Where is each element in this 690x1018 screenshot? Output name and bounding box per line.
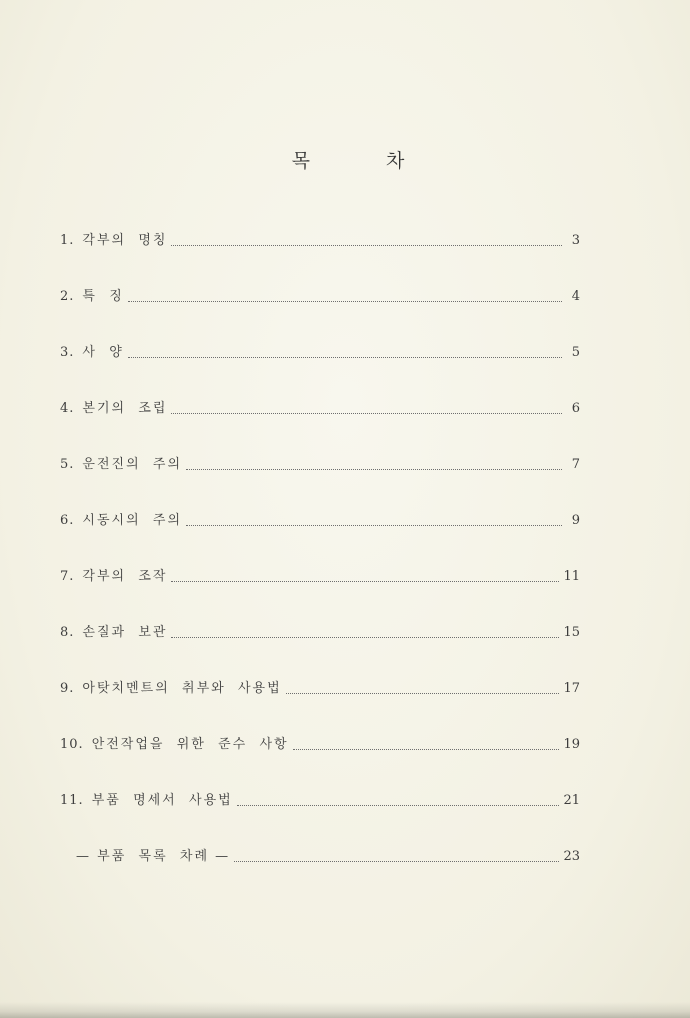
toc-entry-title: 손질과 보관	[82, 625, 168, 640]
toc-entry-title: 각부의 조작	[82, 569, 168, 584]
toc-entry	[60, 564, 580, 620]
dot-leader	[186, 452, 562, 470]
toc-entry	[60, 452, 580, 508]
dot-leader	[234, 844, 559, 862]
toc-entry-page: 9	[571, 513, 580, 528]
toc-entry-title: 아탓치멘트의 취부와 사용법	[82, 681, 282, 696]
toc-entry	[60, 732, 580, 788]
toc-entry-title: 안전작업을 위한 준수 사항	[91, 737, 289, 752]
toc-entry	[60, 284, 580, 340]
table-of-contents	[60, 228, 580, 900]
toc-entry-title: 사 양	[82, 345, 124, 360]
dot-leader	[171, 396, 562, 414]
toc-entry-page: 6	[571, 401, 580, 416]
toc-entry-page: 15	[563, 625, 580, 640]
toc-entry	[60, 228, 580, 284]
toc-entry	[60, 620, 580, 676]
toc-entry-number: 9.	[60, 681, 75, 696]
dot-leader	[128, 284, 562, 302]
toc-entry-number: 1.	[60, 233, 75, 248]
toc-entry-title: 시동시의 주의	[82, 513, 183, 528]
dot-leader	[128, 340, 562, 358]
toc-entry-number: 10.	[60, 737, 84, 752]
toc-entry-number: 2.	[60, 289, 75, 304]
toc-entry-number: 6.	[60, 513, 75, 528]
toc-entry	[60, 396, 580, 452]
toc-entry-page: 21	[563, 793, 580, 808]
dot-leader	[171, 228, 562, 246]
toc-entry-page: 11	[563, 569, 580, 584]
toc-entry	[60, 676, 580, 732]
toc-entry	[60, 788, 580, 844]
dot-leader	[186, 508, 562, 526]
toc-entry-page: 5	[571, 345, 580, 360]
toc-entry-number: 8.	[60, 625, 75, 640]
toc-entry-number: 4.	[60, 401, 75, 416]
toc-entry-number: 5.	[60, 457, 75, 472]
dot-leader	[171, 564, 559, 582]
toc-entry-title: 특 징	[82, 289, 124, 304]
dot-leader	[293, 732, 560, 750]
page-title	[0, 146, 690, 173]
page-title-part1: 목	[291, 150, 310, 172]
toc-entry-page: 3	[571, 233, 580, 248]
toc-entry-page: 19	[563, 737, 580, 752]
toc-entry-number: 3.	[60, 345, 75, 360]
page-title-part2: 차	[386, 150, 405, 172]
toc-entry	[60, 340, 580, 396]
dot-leader	[171, 620, 559, 638]
toc-entry-number: 11.	[60, 793, 84, 808]
dot-leader	[286, 676, 560, 694]
toc-entry-page: 4	[571, 289, 580, 304]
dot-leader	[237, 788, 560, 806]
page-bottom-edge	[0, 1002, 690, 1018]
toc-entry-title: — 부품 목록 차례 —	[76, 849, 231, 864]
toc-entry-title: 각부의 명칭	[82, 233, 168, 248]
toc-entry	[60, 508, 580, 564]
toc-entry-title: 본기의 조립	[82, 401, 168, 416]
toc-entry-title: 부품 명세서 사용법	[91, 793, 233, 808]
toc-entry-page: 7	[571, 457, 580, 472]
toc-entry-number: 7.	[60, 569, 75, 584]
toc-entry-page: 23	[563, 849, 580, 864]
toc-entry-parts-list	[60, 844, 580, 900]
toc-entry-page: 17	[563, 681, 580, 696]
toc-entry-title: 운전진의 주의	[82, 457, 183, 472]
